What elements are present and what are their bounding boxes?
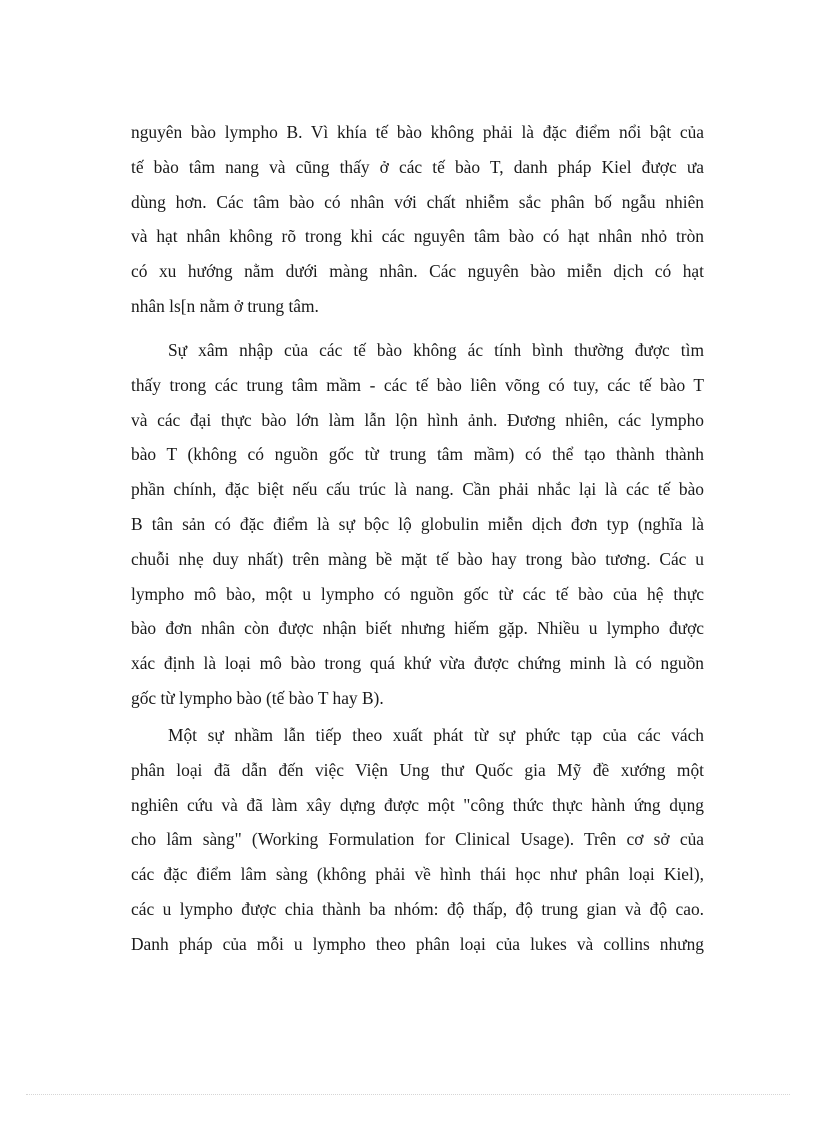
- text-line: chuỗi nhẹ duy nhất) trên màng bề mặt tế bào hay trong bào tương. Các u: [131, 548, 704, 569]
- text-line: và các đại thực bào lớn làm lẫn lộn hình ảnh. Đương nhiên, các lympho: [131, 409, 704, 430]
- text-line: nghiên cứu và đã làm xây dựng được một "công thức thực hành ứng dụng: [131, 794, 704, 815]
- text-line: các đặc điểm lâm sàng (không phải về hình thái học như phân loại Kiel),: [131, 864, 704, 885]
- page-bottom-divider: [26, 1094, 790, 1095]
- text-line: Sự xâm nhập của các tế bào không ác tính bình thường được tìm: [168, 340, 704, 360]
- paragraph-3: [131, 718, 704, 962]
- text-line: nhân ls[n nằm ở trung tâm.: [131, 295, 319, 316]
- text-line: bào đơn nhân còn được nhận biết nhưng hiếm gặp. Nhiều u lympho được: [131, 618, 704, 639]
- paragraph-1: [131, 115, 704, 324]
- text-line: phân loại đã dẫn đến việc Viện Ung thư Quốc gia Mỹ đề xướng một: [131, 759, 704, 780]
- text-line: thấy trong các trung tâm mầm - các tế bào liên võng có tuy, các tế bào T: [131, 374, 704, 395]
- text-line: Một sự nhầm lẫn tiếp theo xuất phát từ sự phức tạp của các vách: [168, 725, 704, 745]
- text-line: gốc từ lympho bào (tế bào T hay B).: [131, 687, 384, 708]
- text-line: nguyên bào lympho B. Vì khía tế bào không phải là đặc điểm nổi bật của: [131, 122, 704, 142]
- text-line: tế bào tâm nang và cũng thấy ở các tế bào T, danh pháp Kiel được ưa: [131, 156, 704, 177]
- text-line: cho lâm sàng" (Working Formulation for Clinical Usage). Trên cơ sở của: [131, 829, 704, 850]
- text-line: lympho mô bào, một u lympho có nguồn gốc từ các tế bào của hệ thực: [131, 583, 704, 604]
- text-line: có xu hướng nằm dưới màng nhân. Các nguyên bào miễn dịch có hạt: [131, 261, 704, 282]
- text-line: và hạt nhân không rõ trong khi các nguyên tâm bào có hạt nhân nhỏ tròn: [131, 226, 704, 247]
- text-line: các u lympho được chia thành ba nhóm: độ thấp, độ trung gian và độ cao.: [131, 898, 704, 919]
- text-line: xác định là loại mô bào trong quá khứ vừa được chứng minh là có nguồn: [131, 653, 704, 674]
- text-line: dùng hơn. Các tâm bào có nhân với chất nhiễm sắc phân bố ngẫu nhiên: [131, 191, 704, 212]
- text-line: B tân sản có đặc điểm là sự bộc lộ globulin miễn dịch đơn typ (nghĩa là: [131, 513, 704, 534]
- text-line: bào T (không có nguồn gốc từ trung tâm mầm) có thể tạo thành thành: [131, 444, 704, 465]
- paragraph-2: [131, 333, 704, 716]
- text-line: Danh pháp của mỗi u lympho theo phân loại của lukes và collins nhưng: [131, 933, 704, 954]
- text-line: phần chính, đặc biệt nếu cấu trúc là nang. Cần phải nhắc lại là các tế bào: [131, 479, 704, 500]
